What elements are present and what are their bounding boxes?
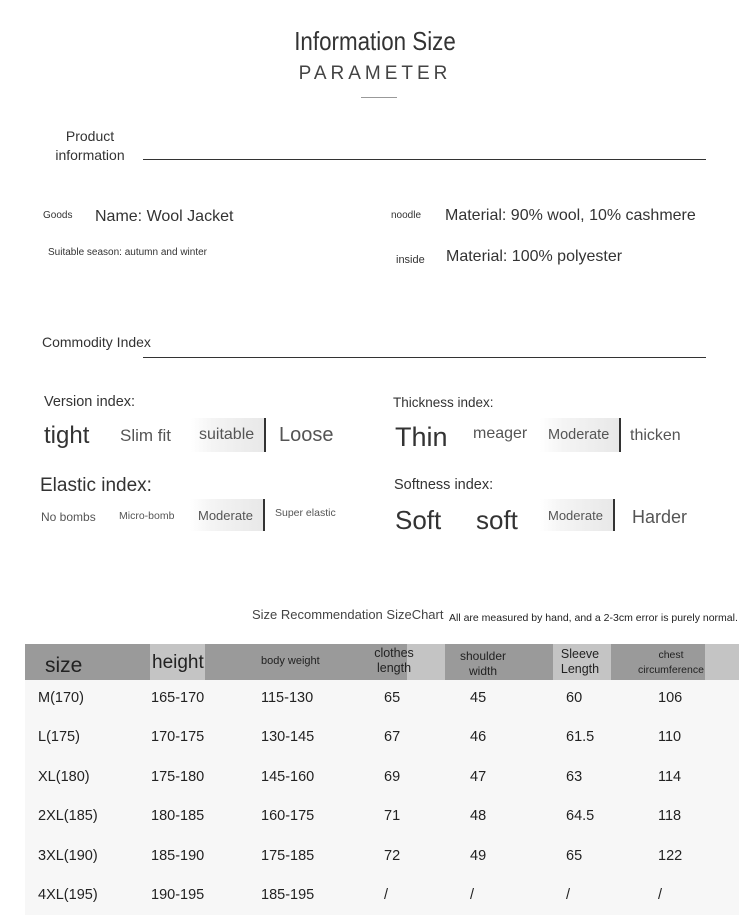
cell-chest-circumference: 106	[658, 690, 683, 706]
version-option-loose: Loose	[279, 424, 334, 446]
softness-index-title: Softness index:	[394, 477, 494, 493]
cell-sleeve-length: 64.5	[566, 808, 595, 825]
header-highlight	[705, 644, 739, 680]
softness-option-soft-2: soft	[476, 505, 518, 535]
cell-shoulder-width: 48	[470, 808, 487, 825]
elastic-selected-label: Moderate	[198, 507, 253, 523]
size-table-header	[25, 644, 739, 680]
header-shoulder-width-line1: shoulder	[459, 649, 507, 663]
cell-sleeve-length: /	[566, 887, 571, 903]
table-row	[25, 887, 739, 909]
elastic-option-micro-bomb: Micro-bomb	[119, 510, 175, 522]
product-label-line2: information	[55, 147, 125, 163]
cell-size: 4XL(195)	[38, 887, 98, 903]
cell-clothes-length: 72	[384, 847, 401, 864]
cell-body-weight: 160-175	[261, 808, 315, 825]
inner-material: Material: 100% polyester	[446, 248, 623, 265]
table-row	[25, 729, 739, 751]
thickness-selected-label: Moderate	[548, 427, 610, 443]
size-chart-note: All are measured by hand, and a 2-3cm error is purely normal.	[449, 612, 738, 624]
cell-height: 180-185	[151, 808, 205, 825]
cell-size: XL(180)	[38, 768, 90, 785]
cell-size: L(175)	[38, 729, 80, 746]
cell-body-weight: 185-195	[261, 887, 315, 903]
header-chest-circumference	[633, 648, 709, 678]
header-chest-line2: circumference	[638, 664, 704, 676]
cell-height: 170-175	[151, 729, 205, 746]
header-clothes-length-line1: clothes	[374, 646, 414, 660]
outer-material: Material: 90% wool, 10% cashmere	[445, 207, 696, 224]
cell-shoulder-width: 47	[470, 768, 487, 785]
goods-label: Goods	[43, 210, 73, 221]
header-shoulder-width-line2: width	[468, 664, 497, 678]
thickness-option-moderate-selected	[540, 418, 621, 452]
header-clothes-length-line2: length	[376, 661, 412, 675]
page-title: Information Size	[294, 26, 456, 56]
version-option-slim-fit: Slim fit	[120, 426, 171, 445]
header-chest-line1: chest	[658, 649, 684, 661]
cell-height: 185-190	[151, 847, 205, 864]
elastic-option-no-bombs: No bombs	[41, 510, 96, 524]
table-row	[25, 690, 739, 712]
cell-shoulder-width: 45	[470, 690, 487, 706]
header-shoulder-width	[453, 649, 513, 679]
softness-selected-label: Moderate	[548, 507, 603, 523]
softness-option-soft: Soft	[395, 505, 442, 535]
cell-height: 190-195	[151, 887, 205, 903]
thickness-option-thicken: thicken	[630, 427, 681, 444]
product-label-line1: Product	[65, 128, 115, 144]
title-divider	[361, 97, 397, 98]
version-option-tight: tight	[44, 422, 90, 449]
table-row	[25, 769, 739, 791]
cell-shoulder-width: 46	[470, 729, 487, 746]
table-row	[25, 848, 739, 870]
table-row	[25, 808, 739, 830]
version-selected-label: suitable	[199, 426, 255, 443]
noodle-label: noodle	[391, 210, 422, 221]
product-section-label	[50, 127, 130, 165]
size-chart-title: Size Recommendation SizeChart	[252, 607, 444, 622]
cell-clothes-length: /	[384, 887, 389, 903]
elastic-option-moderate-selected	[190, 499, 265, 531]
suitable-season: Suitable season: autumn and winter	[48, 247, 207, 258]
cell-chest-circumference: 118	[658, 808, 682, 825]
version-index-title: Version index:	[44, 394, 136, 410]
version-option-suitable-selected	[191, 418, 266, 452]
header-sleeve-length-line2: Length	[560, 662, 600, 676]
cell-clothes-length: 67	[384, 729, 401, 746]
header-size: size	[45, 654, 83, 677]
cell-shoulder-width: 49	[470, 847, 487, 864]
cell-clothes-length: 71	[384, 808, 401, 825]
thickness-option-thin: Thin	[395, 422, 448, 452]
cell-sleeve-length: 61.5	[566, 729, 595, 746]
cell-size: M(170)	[38, 690, 84, 706]
cell-chest-circumference: 110	[658, 729, 682, 746]
header-sleeve-length	[555, 647, 605, 677]
softness-option-moderate-selected	[540, 499, 615, 531]
cell-body-weight: 175-185	[261, 847, 315, 864]
cell-chest-circumference: /	[658, 887, 663, 903]
cell-height: 165-170	[151, 690, 205, 706]
cell-chest-circumference: 122	[658, 847, 683, 864]
header-body-weight: body weight	[261, 655, 320, 667]
cell-body-weight: 145-160	[261, 768, 315, 785]
header-sleeve-length-line1: Sleeve	[560, 647, 600, 661]
thickness-option-meager: meager	[473, 425, 528, 442]
cell-sleeve-length: 60	[566, 690, 583, 706]
cell-sleeve-length: 63	[566, 768, 583, 785]
inside-label: inside	[396, 254, 425, 266]
elastic-option-super-elastic: Super elastic	[275, 507, 336, 519]
cell-sleeve-length: 65	[566, 847, 583, 864]
header-clothes-length	[371, 646, 417, 676]
cell-clothes-length: 69	[384, 768, 401, 785]
cell-shoulder-width: /	[470, 887, 475, 903]
page-subtitle: PARAMETER	[298, 63, 452, 84]
cell-body-weight: 130-145	[261, 729, 315, 746]
cell-height: 175-180	[151, 768, 205, 785]
product-name: Name: Wool Jacket	[95, 208, 234, 225]
commodity-section-label: Commodity Index	[42, 334, 151, 350]
softness-option-harder: Harder	[632, 507, 688, 527]
thickness-index-title: Thickness index:	[393, 395, 494, 410]
cell-size: 3XL(190)	[38, 847, 98, 864]
header-height: height	[152, 652, 204, 673]
cell-chest-circumference: 114	[658, 768, 682, 785]
commodity-section-rule	[143, 357, 706, 358]
cell-size: 2XL(185)	[38, 808, 98, 825]
cell-clothes-length: 65	[384, 690, 401, 706]
cell-body-weight: 115-130	[261, 690, 314, 706]
elastic-index-title: Elastic index:	[40, 475, 152, 496]
product-section-rule	[143, 159, 706, 160]
size-table-body	[25, 680, 739, 915]
